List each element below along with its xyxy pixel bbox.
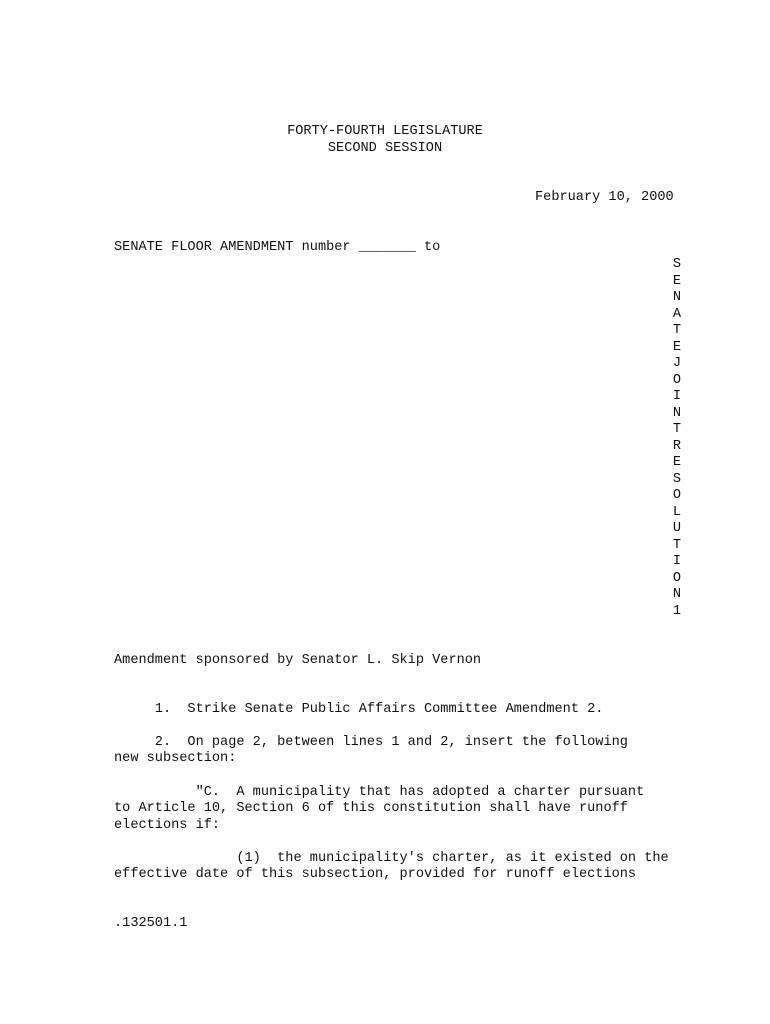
vertical-title-letter: 1 — [672, 603, 682, 619]
subsection-c-line2: to Article 10, Section 6 of this constitution shall have runoff — [114, 801, 628, 816]
vertical-title-letter: E — [672, 339, 682, 355]
vertical-title-letter: J — [672, 356, 682, 371]
vertical-title-letter: N — [672, 290, 682, 305]
paragraph-1-line2: effective date of this subsection, provided for runoff elections — [114, 867, 637, 882]
vertical-title-letter: O — [672, 372, 682, 388]
vertical-title-letter: R — [672, 438, 682, 454]
vertical-bill-title — [671, 257, 683, 620]
vertical-title-letter: T — [672, 422, 682, 437]
session-heading: SECOND SESSION — [327, 141, 443, 156]
vertical-title-letter: O — [672, 570, 682, 586]
document-date: February 10, 2000 — [535, 190, 674, 205]
vertical-title-letter: T — [672, 323, 682, 338]
amendment-item-2-line2: new subsection: — [114, 751, 237, 766]
legislature-heading: FORTY-FOURTH LEGISLATURE — [287, 124, 483, 139]
amendment-number-line: SENATE FLOOR AMENDMENT number _______ to — [114, 240, 441, 255]
vertical-title-letter: O — [672, 488, 682, 503]
vertical-title-letter: L — [672, 504, 682, 520]
amendment-item-1: 1. Strike Senate Public Affairs Committee Amendment 2. — [114, 702, 604, 717]
vertical-title-letter: U — [672, 521, 682, 536]
paragraph-1-line1: (1) the municipality's charter, as it existed on the — [114, 851, 669, 866]
amendment-item-2-line1: 2. On page 2, between lines 1 and 2, insert the following — [114, 735, 628, 750]
sponsor-line: Amendment sponsored by Senator L. Skip Vernon — [114, 653, 482, 668]
vertical-title-letter: T — [672, 537, 682, 553]
vertical-title-letter: S — [672, 257, 682, 272]
vertical-title-letter: I — [672, 554, 682, 569]
subsection-c-line1: "C. A municipality that has adopted a charter pursuant — [114, 785, 645, 800]
document-code: .132501.1 — [114, 916, 188, 931]
vertical-title-letter: N — [672, 587, 682, 602]
vertical-title-letter: N — [672, 405, 682, 421]
subsection-c-line3: elections if: — [114, 818, 221, 833]
vertical-title-letter: S — [672, 471, 682, 487]
vertical-title-letter: I — [672, 389, 682, 404]
vertical-title-letter: A — [672, 306, 682, 322]
vertical-title-letter: E — [672, 455, 682, 470]
vertical-title-letter: E — [672, 273, 682, 289]
